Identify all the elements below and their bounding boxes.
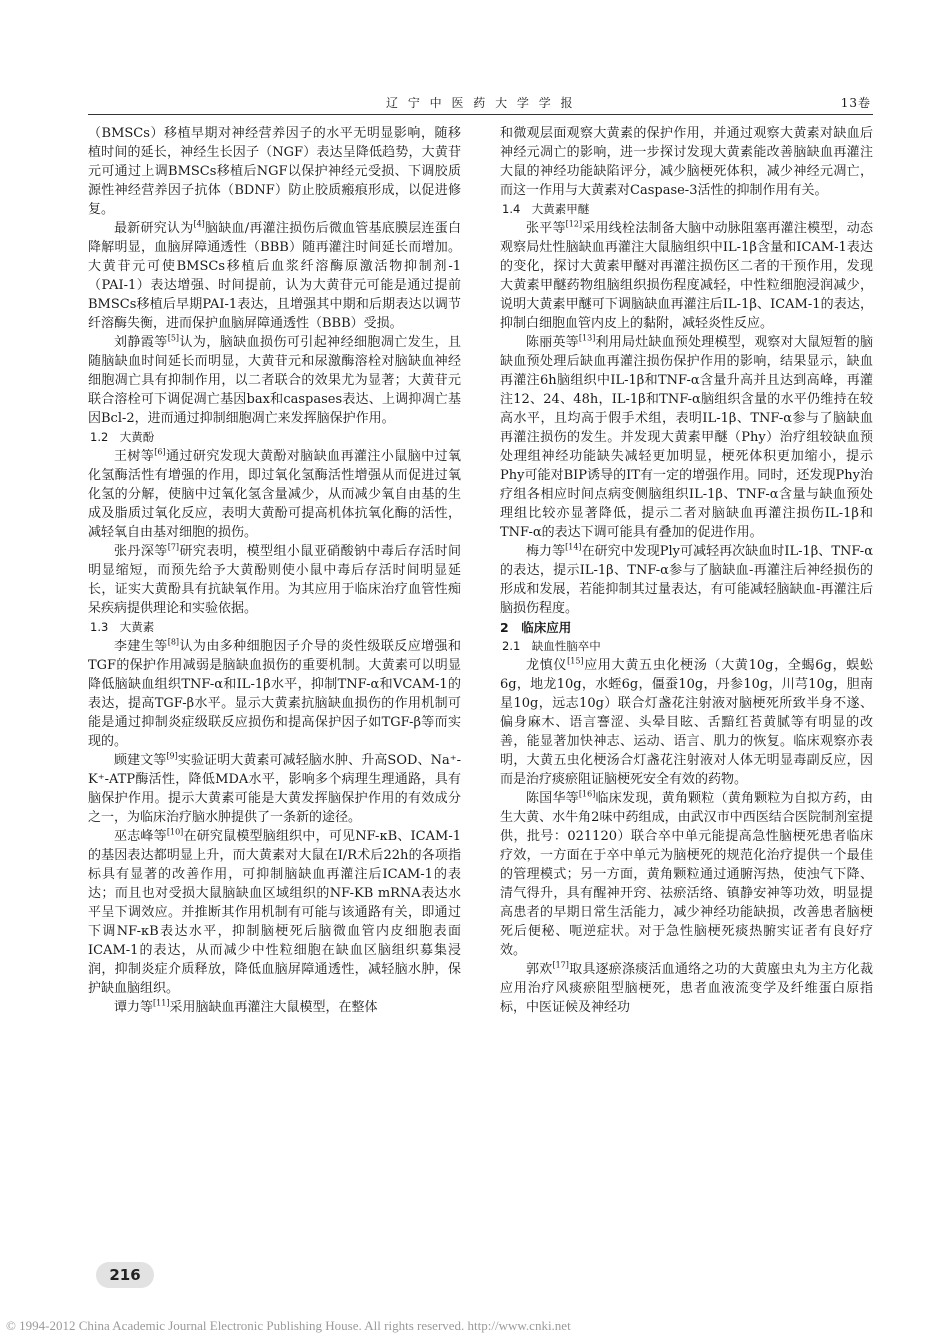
- citation: [7]: [167, 542, 180, 552]
- paragraph: 张丹深等[7]研究表明，模型组小鼠亚硝酸钠中毒后存活时间明显缩短，而预先给予大黄酚则使小鼠中毒后存活时间明显延长，证实大黄酚具有抗缺氧作用。为其应用于临床治疗血管性痴呆疾病提供理论和实验依据。: [88, 542, 461, 616]
- citation: [14]: [565, 542, 582, 552]
- citation: [9]: [166, 751, 178, 761]
- section-heading-1-2: 1.2 大黄酚: [90, 430, 155, 444]
- paragraph: 最新研究认为[4]脑缺血/再灌注损伤后微血管基底膜层连蛋白降解明显，血脑屏障通透性（BBB）随再灌注时间延长而增加。大黄苷元可使BMSCs移植后血浆纤溶酶原激活物抑制剂-1（PAI-1）表达增强、时间提前，认为大黄苷元可能是通过提前BMSCs移植后早期PAI-1表达，且增强其中期和后期表达以调节纤溶酶失衡，进而保护血脑屏障通透性（BBB）受损。: [88, 219, 461, 331]
- paragraph: 谭力等[11]采用脑缺血再灌注大鼠模型，在整体: [114, 998, 378, 1015]
- paragraph: 陈丽英等[13]利用局灶缺血预处理模型，观察对大鼠短暂的脑缺血预处理后缺血再灌注损伤保护作用的影响，结果显示，缺血再灌注6h脑组织中IL-1β和TNF-α含量升高并且达到高峰，再灌注12、24、48h，IL-1β和TNF-α脑组织含量的水平仍维持在较高水平，且均高于假手术组，表明IL-1β、TNF-α参与了脑缺血再灌注损伤的发生。并发现大黄素甲醚（Phy）治疗组较缺血预处理组神经功能缺失减轻更加明显，梗死体积更加缩小，提示Phy可能对BIP诱导的IT有一定的增强作用。同时，还发现Phy治疗组各相应时间点病变侧脑组织IL-1β、TNF-α含量与缺血预处理组比较亦显著降低，提示二者对脑缺血再灌注损伤IL-1β和TNF-α的表达下调可能具有叠加的促进作用。: [500, 333, 873, 540]
- paragraph: 巫志峰等[10]在研究鼠模型脑组织中，可见NF-κB、ICAM-1的基因表达都明显上升，而大黄素对大鼠在I/R术后22h的各项指标具有显著的改善作用，可抑制脑缺血再灌注后ICAM-1的表达；而且也对受损大鼠脑缺血区域组织的NF-KB mRNA表达水平呈下调效应。并推断其作用机制有可能与该通路有关，即通过下调NF-κB表达水平，抑制脑梗死后脑微血管内皮细胞表面ICAM-1的表达，从而减少中性粒细胞在缺血区脑组织募集浸润，抑制炎症介质释放，降低血脑屏障通透性，减轻脑水肿，保护缺血脑组织。: [88, 827, 461, 996]
- paragraph: 梅力等[14]在研究中发现Ply可减轻再次缺血时IL-1β、TNF-α的表达，提示IL-1β、TNF-α参与了脑缺血-再灌注后神经损伤的形成和发展，若能抑制其过量表达，有可能减轻脑缺血-再灌注后脑损伤程度。: [500, 542, 873, 616]
- running-header: [88, 94, 873, 112]
- section-heading-2-1: 2.1 缺血性脑卒中: [502, 639, 601, 653]
- page-number-badge: 216: [96, 1262, 154, 1288]
- citation: [17]: [552, 960, 569, 970]
- paragraph: 郭欢[17]取具逐瘀涤痰活血通络之功的大黄䗪虫丸为主方化裁应用治疗风痰瘀阻型脑梗死，患者血液流变学及纤维蛋白原指标，中医证候及神经功: [500, 960, 873, 1015]
- paragraph: 刘静霞等[5]认为，脑缺血损伤可引起神经细胞凋亡发生，且随脑缺血时间延长而明显，大黄苷元和尿激酶溶栓对脑缺血神经细胞凋亡具有抑制作用，以二者联合的效果尤为显著；大黄苷元联合溶栓可下调促凋亡基因bax和caspases表达、上调抑凋亡基因Bcl-2，进而通过抑制细胞凋亡来发挥脑保护作用。: [88, 333, 461, 426]
- journal-title: 辽 宁 中 医 药 大 学 学 报: [386, 96, 576, 110]
- citation: [13]: [578, 333, 596, 343]
- paragraph: 陈国华等[16]临床发现，黄角颗粒（黄角颗粒为自拟方药，由生大黄、水牛角2味中药组成，由武汉市中西医结合医院制剂室提供，批号：021120）联合卒中单元能提高急性脑梗死患者临床疗效，一方面在于卒中单元为脑梗死的规范化治疗提供一个最佳的管理模式；另一方面，黄角颗粒通过通腑泻热，使浊气下降、清气得升，具有醒神开窍、祛瘀活络、镇静安神等功效，明显提高患者的早期日常生活能力，减少神经功能缺损，改善患者脑梗死后便秘、呃逆症状。对于急性脑梗死痰热腑实证者有良好疗效。: [500, 789, 873, 958]
- volume-label: 13卷: [840, 96, 871, 110]
- paragraph: （BMSCs）移植早期对神经营养因子的水平无明显影响，随移植时间的延长，神经生长因子（NGF）表达呈降低趋势，大黄苷元可通过上调BMSCs移植后NGF以保护神经元受损、下调胶质源性神经营养因子抗体（BDNF）防止胶质瘢痕形成，以促进修复。: [88, 126, 461, 217]
- citation: [15]: [567, 656, 584, 666]
- citation: [6]: [154, 447, 166, 457]
- right-column: [500, 124, 873, 1017]
- paragraph: 龙慎仪[15]应用大黄五虫化梗汤（大黄10g，全蝎6g，蜈蚣6g，地龙10g，水蛭6g，僵蚕10g，丹参10g，川芎10g，胆南星10g，远志10g）联合灯盏花注射液对脑梗死所致半身不遂、偏身麻木、语言謇涩、头晕目眩、舌黯红苔黄腻等有明显的改善，能显著加快神志、运动、语言、肌力的恢复。临床观察亦表明，大黄五虫化梗汤合灯盏花注射液对人体无明显毒副反应，因而是治疗痰瘀阻证脑梗死安全有效的药物。: [500, 656, 873, 787]
- paragraph: 和微观层面观察大黄素的保护作用，并通过观察大黄素对缺血后神经元凋亡的影响，进一步探讨发现大黄素能改善脑缺血再灌注大鼠的神经功能缺陷评分，减少脑梗死体积，减少神经元凋亡，而这一作用与大黄素对Caspase-3活性的抑制作用有关。: [500, 126, 873, 198]
- section-heading-2: 2 临床应用: [500, 620, 572, 635]
- citation: [5]: [167, 333, 180, 343]
- citation: [4]: [193, 219, 205, 229]
- paragraph: 顾建文等[9]实验证明大黄素可减轻脑水肿、升高SOD、Na⁺-K⁺-ATP酶活性，降低MDA水平，影响多个病理生理通路，具有脑保护作用。提示大黄素可能是大黄发挥脑保护作用的有效成分之一，为临床治疗脑水肿提供了一条新的途径。: [88, 751, 461, 825]
- citation: [16]: [578, 789, 596, 799]
- header-rule: [88, 114, 873, 115]
- copyright-footer: © 1994-2012 China Academic Journal Electronic Publishing House. All rights reserved. http://www.cnki.net: [6, 1318, 571, 1333]
- section-heading-1-4: 1.4 大黄素甲醚: [502, 202, 590, 216]
- citation: [8]: [167, 637, 180, 647]
- paragraph: 李建生等[8]认为由多种细胞因子介导的炎性级联反应增强和TGF的保护作用减弱是脑缺血损伤的重要机制。大黄素可以明显降低脑缺血组织TNF-α和IL-1β水平，抑制TNF-α和VCAM-1的表达，提高TGF-β水平。显示大黄素抗脑缺血损伤的作用机制可能是通过抑制炎症级联反应损伤和提高保护因子如TGF-β等而实现的。: [88, 637, 461, 749]
- paragraph: 张平等[12]采用线栓法制备大脑中动脉阻塞再灌注模型，动态观察局灶性脑缺血再灌注大鼠脑组织中IL-1β含量和ICAM-1表达的变化，探讨大黄素甲醚对再灌注损伤区二者的干预作用，发现大黄素甲醚药物组脑组织损伤程度减轻，中性粒细胞浸润减少，说明大黄素甲醚可下调脑缺血再灌注后IL-1β、ICAM-1的表达，抑制白细胞血管内皮上的黏附，减轻炎性反应。: [500, 219, 873, 331]
- paragraph: 王树等[6]通过研究发现大黄酚对脑缺血再灌注小鼠脑中过氧化氢酶活性有增强的作用，即过氧化氢酶活性增强从而促进过氧化氢的分解，使脑中过氧化氢含量减少，从而减少氧自由基的生成及脂质过氧化反应，表明大黄酚可提高机体抗氧化酶的活性，减轻氧自由基对细胞的损伤。: [88, 447, 461, 540]
- citation: [11]: [153, 998, 170, 1008]
- section-heading-1-3: 1.3 大黄素: [90, 620, 155, 634]
- left-column: [88, 124, 461, 1017]
- citation: [12]: [565, 219, 583, 229]
- citation: [10]: [166, 827, 184, 837]
